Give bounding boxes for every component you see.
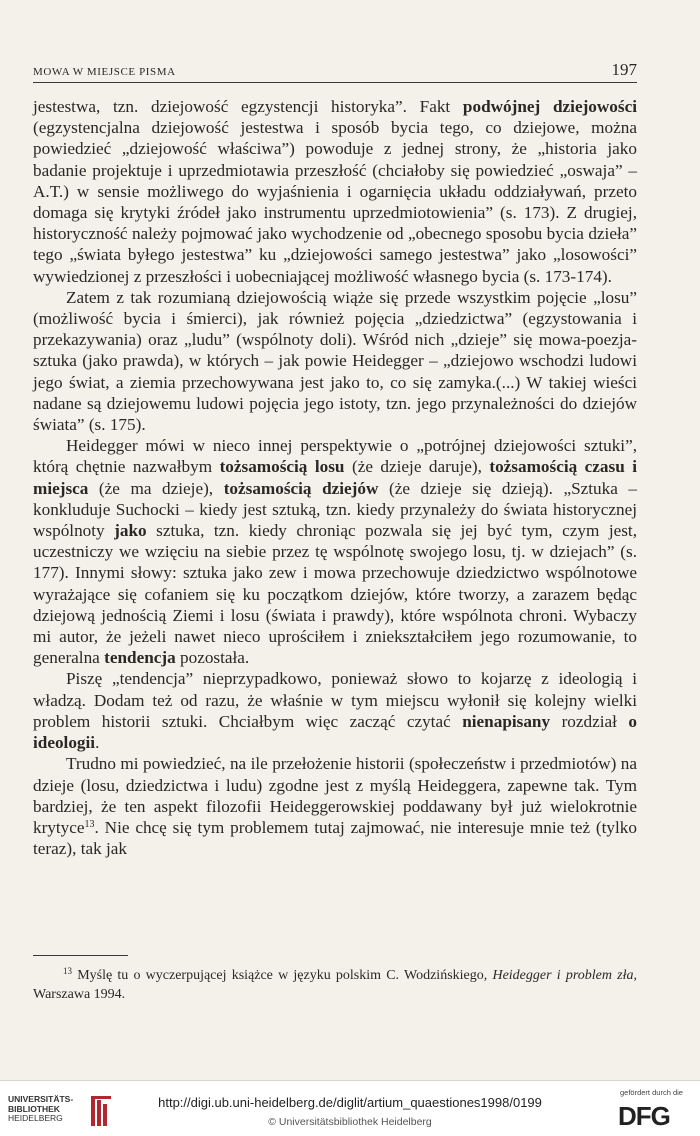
university-library-logo[interactable] — [8, 1095, 118, 1129]
funder-logo[interactable] — [614, 1089, 694, 1133]
text-run: (że ma dzieje), — [88, 478, 224, 498]
bold-term: tożsamością dziejów — [223, 478, 379, 498]
funder-note — [620, 1089, 683, 1098]
library-name-line: UNIVERSITÄTS- — [8, 1094, 74, 1104]
text-run: Trudno mi powiedzieć, na ile przełożenie historii (społeczeństw i przedmiotów) na dzieje (losu, dziedzictwa i ludu) zgodne jest z myślą Heideggera, zapewne tak. Tym bardziej, że ten aspekt filozofii Heideggerowskiej poddawany był już wielokrotnie krytyce — [33, 754, 637, 837]
paragraph-5 — [33, 753, 637, 859]
text-run: Myślę tu o wyczerpującej książce w języku polskim C. Wodzińskiego, — [72, 968, 493, 983]
page-number: 197 — [611, 60, 637, 79]
paragraph-4 — [33, 668, 637, 753]
italic-title: Heidegger i problem zła — [492, 968, 634, 983]
library-mark-icon — [90, 1095, 112, 1127]
dfg-logo-text: DFG — [618, 1101, 670, 1131]
paragraph-3 — [33, 435, 637, 668]
bold-term: podwójnej dziejowości — [462, 97, 637, 116]
text-run: rozdział — [550, 711, 629, 731]
footnote — [33, 962, 637, 1004]
bold-term: o ideologii — [33, 711, 637, 753]
text-run: (egzystencjalna dziejowość jestestwa i sposób bycia tego, co dziejowe, można powiedzieć „dziejowość właściwa”) powoduje z jednej strony, że „historia jako badanie projektuje i uprzedmiotawia przeszłość (chciałoby się powiedzieć „oswaja” – A.T.) w sensie możliwego do wyjaśnienia i ogarnięcia układu oddziaływań, przeto domaga się krytyki źródeł jako instrumentu uprzedmiotowienia” (s. 173). Z drugiej, historyczność należy pojmować jako wychodzenie od „obecnego sposobu bycia dzieła” tego „świata byłego jestestwa” ku „dziejowości samego jestestwa” jako „losowości” wywiedzionej z przeszłości i uobecniającej możliwość własnego bycia (s. 173-174). — [33, 118, 637, 286]
bold-term: tożsamością losu — [219, 457, 345, 477]
text-run: jestestwa, tzn. dziejowość egzystencji historyka”. Fakt — [33, 97, 463, 116]
permalink-url[interactable]: http://digi.ub.uni-heidelberg.de/diglit/artium_quaestiones1998/0199 — [158, 1095, 542, 1110]
text-run: pozostała. — [175, 648, 250, 668]
text-run: . Nie chcę się tym problemem tutaj zajmować, nie interesuje mnie też (tylko teraz), tak jak — [33, 817, 637, 859]
library-name-line: BIBLIOTHEK — [8, 1103, 60, 1114]
footnote-rule — [33, 955, 128, 956]
body-text — [33, 96, 637, 859]
library-name — [8, 1095, 73, 1124]
footnote-number: 13 — [63, 966, 72, 976]
text-run: sztuka, tzn. kiedy chroniąc pozwala się jej być tym, czym jest, uczestniczy we wzięciu na siebie przez tę wspólnotę swojego losu, tj. w dziejach” (s. 177). Innymi słowy: sztuka jako zew i mowa przechowuje dziedzictwo wspólnotowe wyrażające się cofaniem się ku początkom dziejów, które tworzy, a zarazem będąc dziejową jednością Ziemi i losu (świata i prawdy), które wspólnota chroni. Wybaczy mi autor, że jeżeli nawet nieco uprościłem i zniekształciłem jego rozumowanie, to generalna — [33, 521, 638, 668]
library-name-line: HEIDELBERG — [8, 1113, 63, 1123]
bold-term: tożsamością czasu i miejsca — [33, 457, 637, 498]
running-head: MOWA W MIEJSCE PISMA — [33, 66, 176, 78]
text-run: . — [95, 733, 100, 753]
paragraph-2: Zatem z tak rozumianą dziejowością wiąże się przede wszystkim pojęcie „losu” (możliwość bycia i śmierci), jak również pojęcia „dziedzictwa” (egzystowania i przekazywania) oraz „ludu” (wspólnoty doli). Wśród nich „dzieje” się mowa-poezja-sztuka (jako prawda), w których – jak powie Heidegger – „dziejowo wschodzi ludowi jego świat, a ziemia przechowywana jest jako to, co się zamyka.(...) W takiej wieści nadane są dziejowemu ludowi pojęcia jego istoty, tzn. jego przynależności do dziejów świata” (s. 175). — [33, 287, 637, 435]
footnote-ref[interactable]: 13 — [84, 818, 95, 830]
bold-term: nienapisany — [462, 711, 551, 731]
text-run: (że dzieje się dzieją). „Sztuka – konkluduje Suchocki – kiedy jest sztuką, tzn. kiedy przynależy do świata historycznej wspólnoty — [33, 478, 638, 541]
funder-note-line: gefördert durch die — [620, 1088, 683, 1097]
bold-term: tendencja — [104, 648, 176, 668]
text-run: (że dzieje daruje), — [344, 457, 490, 477]
text-run: Piszę „tendencja” nieprzypadkowo, ponieważ słowo to kojarzę z ideologią i władzą. Dodam też od razu, że właśnie w tym miejscu wyłonił się kolejny wielki problem historii sztuki. Chciałbym więc zacząć czytać — [33, 669, 637, 731]
text-run: , Warszawa 1994. — [33, 968, 637, 1002]
copyright-notice: © Universitätsbibliothek Heidelberg — [268, 1116, 432, 1128]
text-run: Heidegger mówi w nieco innej perspektywie o „potrójnej dziejowości sztuki”, którą chętnie nazwałbym — [33, 436, 637, 477]
bold-term: jako — [114, 521, 147, 541]
viewer-footer — [0, 1080, 700, 1136]
paragraph-1 — [33, 96, 637, 287]
page-header — [33, 58, 637, 83]
